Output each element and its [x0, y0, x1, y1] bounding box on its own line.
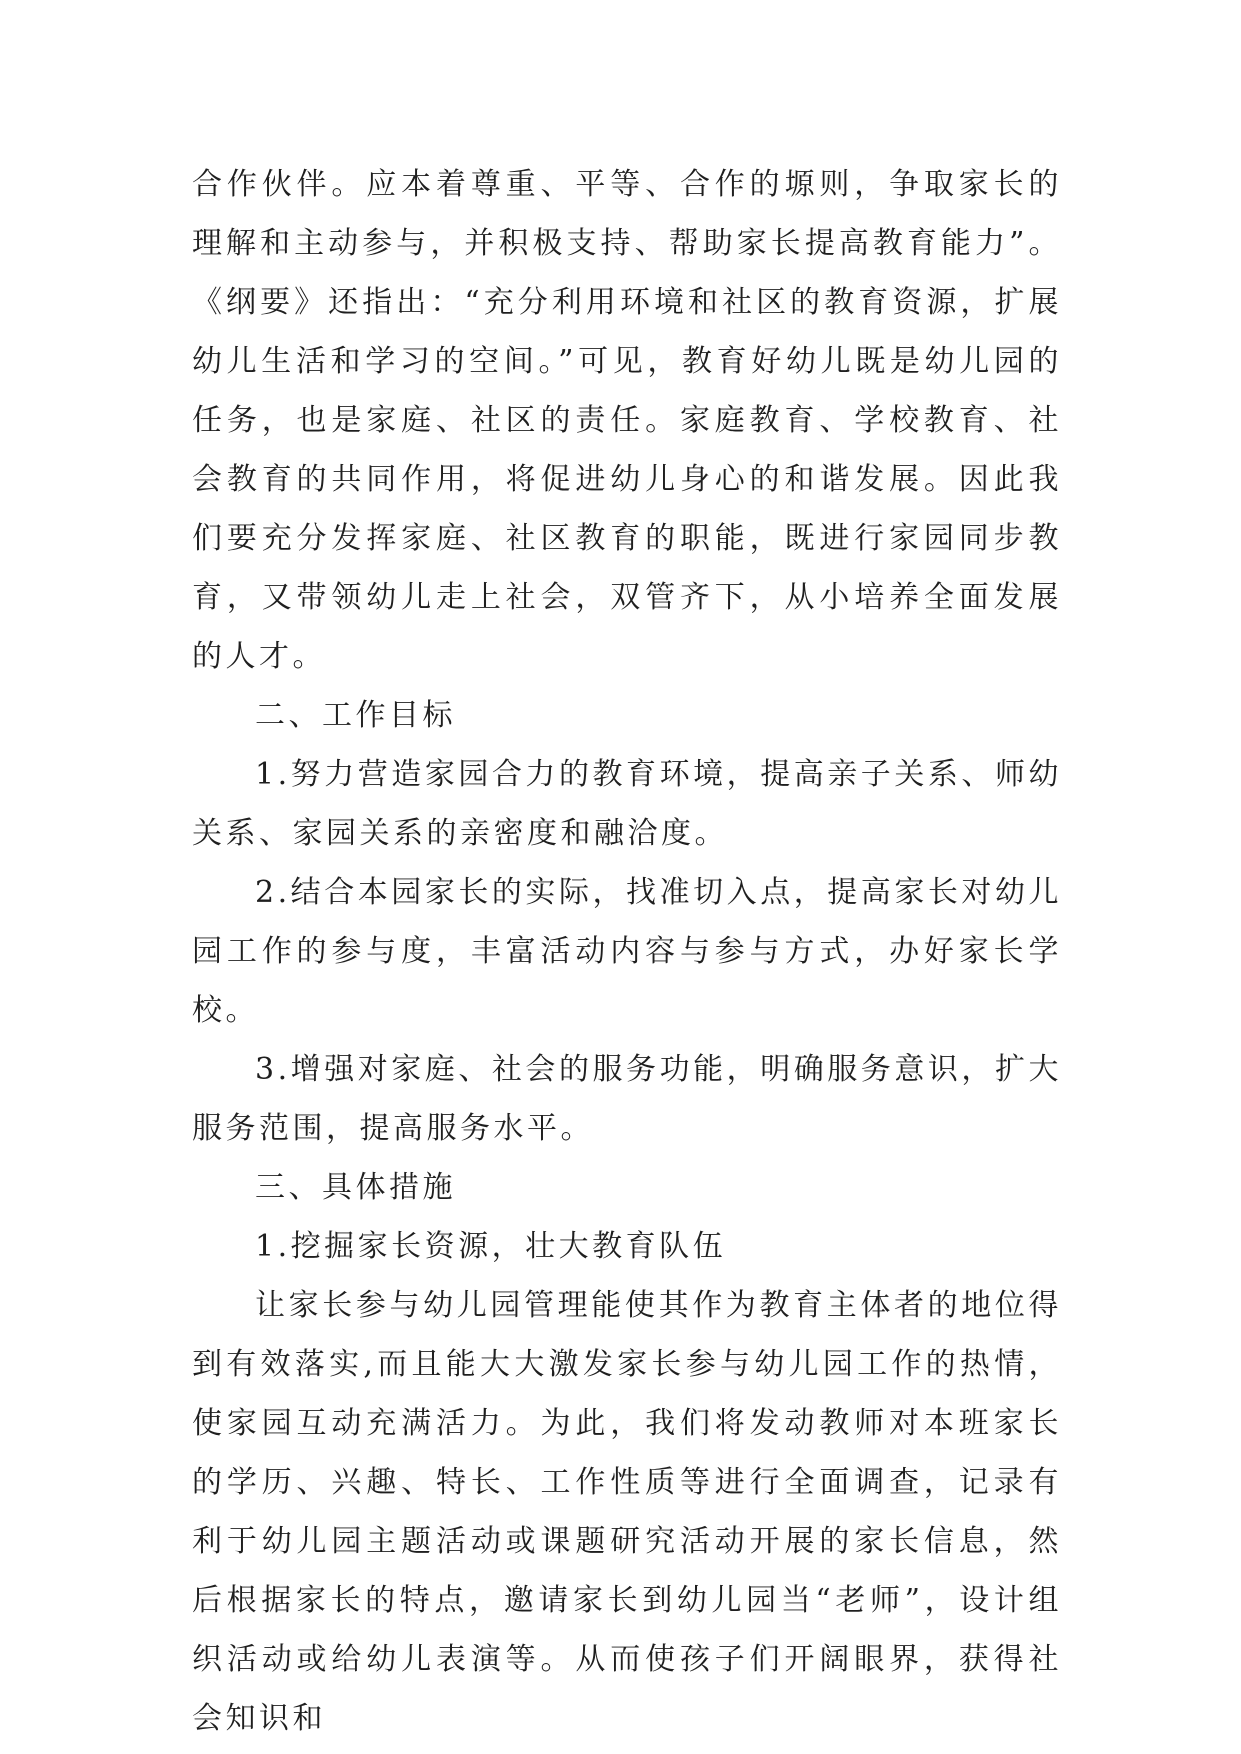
measure-subheading-1: 1.挖掘家长资源，壮大教育队伍 — [255, 1229, 727, 1264]
heading-specific-measures: 三、具体措施 — [255, 1170, 456, 1205]
paragraph-intro-continuation: 合作伙伴。应本着尊重、平等、合作的塬则，争取家长的理解和主动参与，并积极支持、帮助家长提高教育能力”。《纲要》还指出：“充分利用环境和社区的教育资源，扩展幼儿生活和学习的空间。”可见，教育好幼儿既是幼儿园的任务，也是家庭、社区的责任。家庭教育、学校教育、社会教育的共同作用，将促进幼儿身心的和谐发展。因此我们要充分发挥家庭、社区教育的职能，既进行家园同步教育，又带领幼儿走上社会，双管齐下，从小培养全面发展的人才。 — [192, 167, 1062, 674]
document-body — [192, 155, 1062, 1748]
goal-item-1: 1.努力营造家园合力的教育环境，提高亲子关系、师幼关系、家园关系的亲密度和融洽度。 — [192, 757, 1062, 851]
paragraph-measure-1-body: 让家长参与幼儿园管理能使其作为教育主体者的地位得到有效落实,而且能大大激发家长参与幼儿园工作的热情，使家园互动充满活力。为此，我们将发动教师对本班家长的学历、兴趣、特长、工作性质等进行全面调查，记录有利于幼儿园主题活动或课题研究活动开展的家长信息，然后根据家长的特点，邀请家长到幼儿园当“老师”，设计组织活动或给幼儿表演等。从而使孩子们开阔眼界，获得社会知识和 — [192, 1288, 1062, 1736]
goal-item-2: 2.结合本园家长的实际，找准切入点，提高家长对幼儿园工作的参与度，丰富活动内容与参与方式，办好家长学校。 — [192, 875, 1062, 1028]
goal-item-3: 3.增强对家庭、社会的服务功能，明确服务意识，扩大服务范围，提高服务水平。 — [192, 1052, 1062, 1146]
heading-work-goals: 二、工作目标 — [255, 698, 456, 733]
